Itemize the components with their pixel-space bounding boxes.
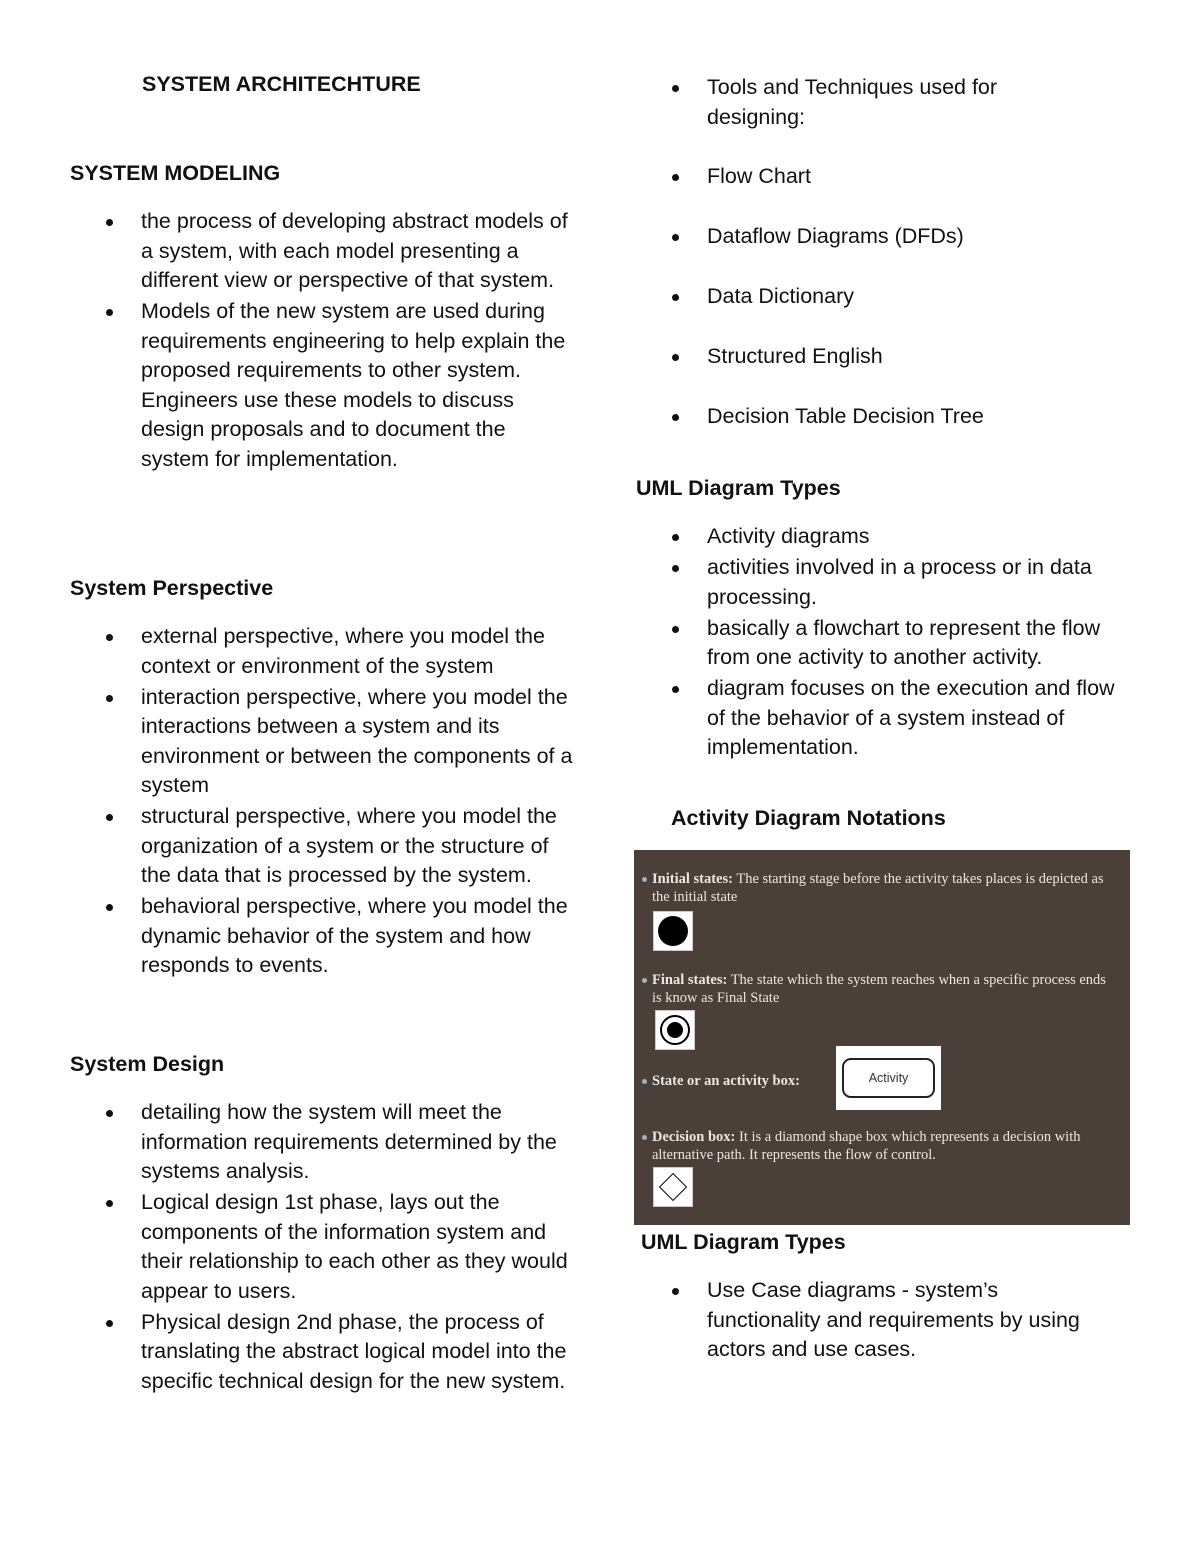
uml-diagram-types-heading: UML Diagram Types: [636, 476, 841, 500]
list-item: external perspective, where you model the context or environment of the system: [70, 622, 575, 681]
list-item: detailing how the system will meet the information requirements determined by the systems analysis.: [70, 1098, 575, 1187]
list-item: Flow Chart: [636, 162, 1116, 192]
list-item: Structured English: [636, 342, 1116, 372]
list-item: Activity diagrams: [636, 522, 1136, 552]
decision-diamond-icon: [653, 1167, 693, 1207]
activity-notations-image: [634, 850, 1130, 1225]
list-item: Dataflow Diagrams (DFDs): [636, 222, 1116, 252]
activity-box-label: State or an activity box:: [652, 1073, 800, 1089]
page-title: SYSTEM ARCHITECHTURE: [142, 72, 421, 96]
tools-intro-list: [636, 73, 1076, 134]
list-item: Physical design 2nd phase, the process of translating the abstract logical model into the specific technical design for the new system.: [70, 1308, 575, 1397]
final-state-label: Final states:: [652, 972, 728, 988]
uml-activity-list: [636, 522, 1136, 764]
list-item: Models of the new system are used during requirements engineering to help explain the proposed requirements to other system. Engineers use these models to discuss design proposals and to document the system for implementation.: [70, 297, 575, 474]
system-modeling-heading: SYSTEM MODELING: [70, 161, 281, 185]
list-item: behavioral perspective, where you model the dynamic behavior of the system and how responds to events.: [70, 892, 575, 981]
initial-state-row: [642, 871, 1112, 906]
bullet-icon: [642, 1135, 647, 1140]
final-state-text: The state which the system reaches when a specific process ends is know as Final State: [652, 972, 1106, 1006]
system-design-list: [70, 1098, 575, 1398]
decision-box-row: [642, 1129, 1112, 1164]
list-item: Data Dictionary: [636, 282, 1116, 312]
initial-state-icon: [653, 911, 693, 951]
activity-notations-heading: Activity Diagram Notations: [671, 806, 946, 830]
bullet-icon: [642, 978, 647, 983]
activity-box-icon: [836, 1046, 941, 1110]
system-design-heading: System Design: [70, 1052, 225, 1076]
tools-list: [636, 162, 1116, 462]
list-item: Use Case diagrams - system’s functionality and requirements by using actors and use cases.: [636, 1276, 1116, 1365]
uml-diagram-types-heading-2: UML Diagram Types: [641, 1230, 846, 1254]
decision-box-text: It is a diamond shape box which represents a decision with alternative path. It represents the flow of control.: [652, 1129, 1081, 1163]
list-item: Logical design 1st phase, lays out the components of the information system and their relationship to each other as they would appear to users.: [70, 1188, 575, 1306]
list-item: Decision Table Decision Tree: [636, 402, 1116, 432]
activity-box-text: Activity: [842, 1058, 935, 1098]
system-perspective-heading: System Perspective: [70, 576, 274, 600]
final-state-icon: [655, 1010, 695, 1050]
system-modeling-list: [70, 207, 575, 476]
list-item: Tools and Techniques used for designing:: [636, 73, 1076, 132]
list-item: structural perspective, where you model the organization of a system or the structure of the data that is processed by the system.: [70, 802, 575, 891]
list-item: interaction perspective, where you model the interactions between a system and its environment or between the components of a system: [70, 683, 575, 801]
initial-state-text: The starting stage before the activity takes places is depicted as the initial state: [652, 871, 1104, 905]
bullet-icon: [642, 877, 647, 882]
list-item: diagram focuses on the execution and flow of the behavior of a system instead of implementation.: [636, 674, 1136, 763]
list-item: basically a flowchart to represent the flow from one activity to another activity.: [636, 614, 1136, 673]
decision-box-label: Decision box:: [652, 1129, 736, 1145]
initial-state-label: Initial states:: [652, 871, 733, 887]
uml-use-case-list: [636, 1276, 1116, 1366]
bullet-icon: [642, 1079, 647, 1084]
final-state-row: [642, 972, 1112, 1007]
list-item: activities involved in a process or in data processing.: [636, 553, 1136, 612]
system-perspective-list: [70, 622, 575, 982]
list-item: the process of developing abstract models of a system, with each model presenting a different view or perspective of that system.: [70, 207, 575, 296]
